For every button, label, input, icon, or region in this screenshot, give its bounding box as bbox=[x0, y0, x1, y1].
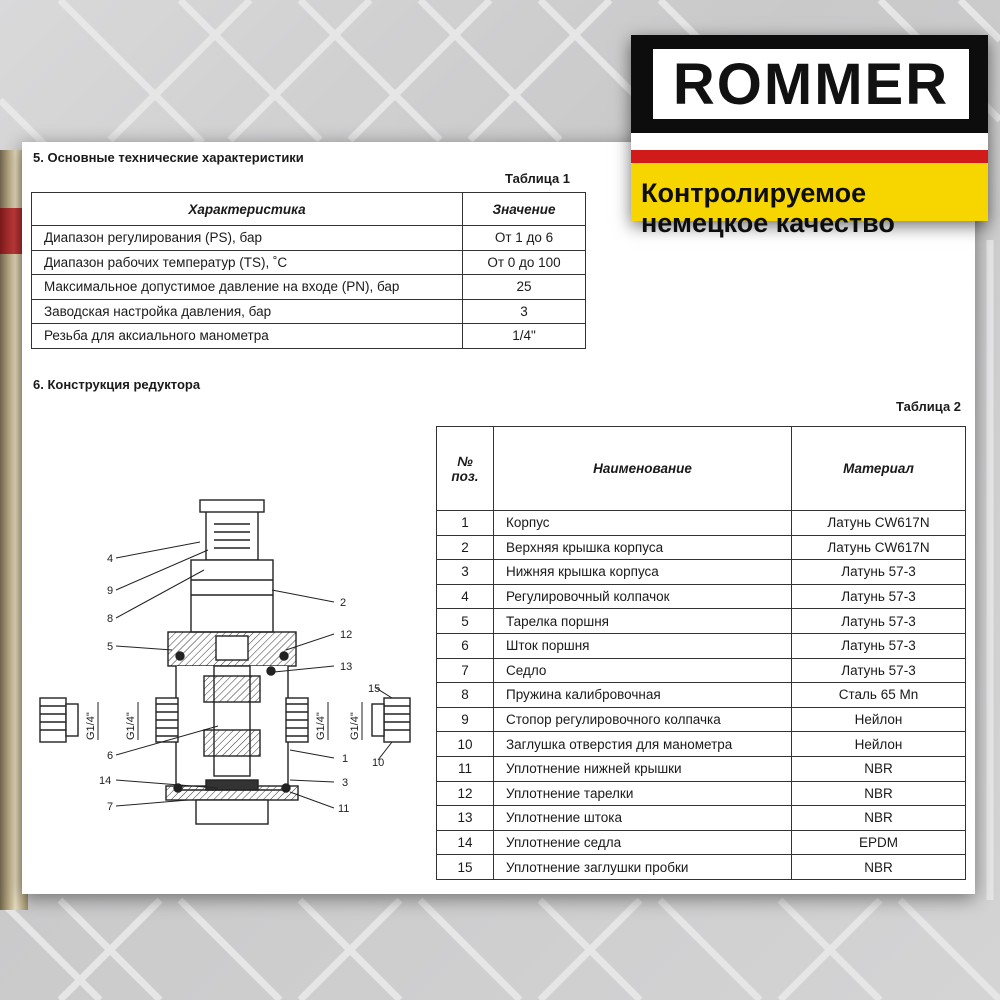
spec-value: 1/4" bbox=[463, 324, 586, 349]
thread-label-left-plug: G1/4" bbox=[85, 712, 97, 740]
part-name: Уплотнение заглушки пробки bbox=[494, 855, 792, 880]
spec-name: Диапазон рабочих температур (TS), ˚С bbox=[32, 250, 463, 275]
spec-name: Заводская настройка давления, бар bbox=[32, 299, 463, 324]
callout-9: 9 bbox=[107, 585, 114, 597]
part-name: Уплотнение штока bbox=[494, 806, 792, 831]
thread-label-right-plug: G1/4" bbox=[349, 712, 361, 740]
table-row bbox=[32, 324, 586, 349]
table-row bbox=[437, 732, 966, 757]
table-row bbox=[32, 226, 586, 251]
callout-10: 10 bbox=[372, 757, 385, 769]
part-name: Регулировочный колпачок bbox=[494, 584, 792, 609]
part-name: Пружина калибровочная bbox=[494, 683, 792, 708]
part-number: 15 bbox=[437, 855, 494, 880]
spec-value: От 1 до 6 bbox=[463, 226, 586, 251]
part-number: 13 bbox=[437, 806, 494, 831]
part-number: 6 bbox=[437, 633, 494, 658]
spec-name: Диапазон регулирования (PS), бар bbox=[32, 226, 463, 251]
spec-table-header bbox=[32, 193, 586, 226]
table-row bbox=[437, 830, 966, 855]
part-number: 7 bbox=[437, 658, 494, 683]
col-name: Наименование bbox=[494, 427, 792, 511]
part-number: 10 bbox=[437, 732, 494, 757]
callout-14: 14 bbox=[99, 775, 112, 787]
spec-name: Резьба для аксиального манометра bbox=[32, 324, 463, 349]
part-material: Латунь 57-3 bbox=[792, 584, 966, 609]
part-material: NBR bbox=[792, 806, 966, 831]
part-number: 2 bbox=[437, 535, 494, 560]
table-row bbox=[437, 683, 966, 708]
part-material: Латунь CW617N bbox=[792, 511, 966, 536]
table-row bbox=[32, 299, 586, 324]
part-number: 8 bbox=[437, 683, 494, 708]
section-5-heading: 5. Основные технические характеристики bbox=[33, 150, 304, 165]
part-number: 4 bbox=[437, 584, 494, 609]
part-material: NBR bbox=[792, 855, 966, 880]
brand-logo-text: ROMMER bbox=[672, 51, 950, 117]
table-row bbox=[32, 275, 586, 300]
part-material: Сталь 65 Mn bbox=[792, 683, 966, 708]
part-material: NBR bbox=[792, 781, 966, 806]
part-name: Верхняя крышка корпуса bbox=[494, 535, 792, 560]
part-name: Стопор регулировочного колпачка bbox=[494, 707, 792, 732]
part-number: 3 bbox=[437, 560, 494, 585]
spec-value: 25 bbox=[463, 275, 586, 300]
thread-label-right-port: G1/4" bbox=[315, 712, 327, 740]
table-row bbox=[437, 855, 966, 880]
table-row bbox=[437, 658, 966, 683]
section-6-heading: 6. Конструкция редуктора bbox=[33, 377, 201, 392]
part-number: 5 bbox=[437, 609, 494, 634]
table-row bbox=[437, 535, 966, 560]
callout-6: 6 bbox=[107, 750, 114, 762]
col-position-line-2: поз. bbox=[451, 468, 479, 484]
col-position-line-1: № bbox=[457, 453, 473, 469]
callout-4: 4 bbox=[107, 553, 114, 565]
table-row bbox=[437, 756, 966, 781]
part-material: Латунь 57-3 bbox=[792, 633, 966, 658]
table-row bbox=[437, 633, 966, 658]
col-characteristic: Характеристика bbox=[32, 193, 463, 226]
valve-outline bbox=[40, 500, 410, 824]
table-row bbox=[437, 781, 966, 806]
brand-red-stripe bbox=[631, 150, 988, 163]
table-row bbox=[32, 250, 586, 275]
callout-5: 5 bbox=[107, 641, 114, 653]
spec-name: Максимальное допустимое давление на входе (PN), бар bbox=[32, 275, 463, 300]
table-row bbox=[437, 806, 966, 831]
brand-tagline bbox=[641, 178, 981, 238]
parts-table bbox=[436, 426, 966, 880]
part-name: Нижняя крышка корпуса bbox=[494, 560, 792, 585]
part-name: Уплотнение тарелки bbox=[494, 781, 792, 806]
part-name: Уплотнение седла bbox=[494, 830, 792, 855]
part-material: Нейлон bbox=[792, 707, 966, 732]
table-row bbox=[437, 707, 966, 732]
parts-table-header bbox=[437, 427, 966, 511]
part-name: Корпус bbox=[494, 511, 792, 536]
callout-13: 13 bbox=[340, 661, 353, 673]
callout-1: 1 bbox=[342, 753, 349, 765]
table-row bbox=[437, 560, 966, 585]
col-position bbox=[437, 427, 494, 511]
table-2-caption: Таблица 2 bbox=[896, 399, 962, 414]
spec-table bbox=[31, 192, 586, 349]
part-number: 1 bbox=[437, 511, 494, 536]
part-material: EPDM bbox=[792, 830, 966, 855]
spec-value: 3 bbox=[463, 299, 586, 324]
callout-15: 15 bbox=[368, 683, 381, 695]
part-name: Шток поршня bbox=[494, 633, 792, 658]
part-number: 11 bbox=[437, 756, 494, 781]
brand-tagline-line-2: немецкое качество bbox=[641, 208, 895, 238]
table-row bbox=[437, 584, 966, 609]
spec-value: От 0 до 100 bbox=[463, 250, 586, 275]
brand-logo bbox=[653, 49, 969, 119]
table-1-caption: Таблица 1 bbox=[505, 171, 571, 186]
callout-11: 11 bbox=[338, 803, 350, 815]
brand-tagline-line-1: Контролируемое bbox=[641, 178, 867, 208]
part-material: Латунь 57-3 bbox=[792, 658, 966, 683]
part-number: 9 bbox=[437, 707, 494, 732]
part-name: Седло bbox=[494, 658, 792, 683]
callout-8: 8 bbox=[107, 613, 114, 625]
table-row bbox=[437, 609, 966, 634]
col-material: Материал bbox=[792, 427, 966, 511]
callout-12: 12 bbox=[340, 629, 353, 641]
part-material: Латунь CW617N bbox=[792, 535, 966, 560]
part-number: 14 bbox=[437, 830, 494, 855]
part-number: 12 bbox=[437, 781, 494, 806]
part-material: Нейлон bbox=[792, 732, 966, 757]
part-material: Латунь 57-3 bbox=[792, 609, 966, 634]
reducer-cross-section-drawing bbox=[28, 490, 423, 845]
part-name: Тарелка поршня bbox=[494, 609, 792, 634]
callout-2: 2 bbox=[340, 597, 347, 609]
table-row bbox=[437, 511, 966, 536]
part-material: Латунь 57-3 bbox=[792, 560, 966, 585]
thread-label-left-port: G1/4" bbox=[125, 712, 137, 740]
brand-badge bbox=[631, 35, 988, 238]
callout-7: 7 bbox=[107, 801, 114, 813]
callout-3: 3 bbox=[342, 777, 349, 789]
part-material: NBR bbox=[792, 756, 966, 781]
part-name: Заглушка отверстия для манометра bbox=[494, 732, 792, 757]
col-value: Значение bbox=[463, 193, 586, 226]
part-name: Уплотнение нижней крышки bbox=[494, 756, 792, 781]
